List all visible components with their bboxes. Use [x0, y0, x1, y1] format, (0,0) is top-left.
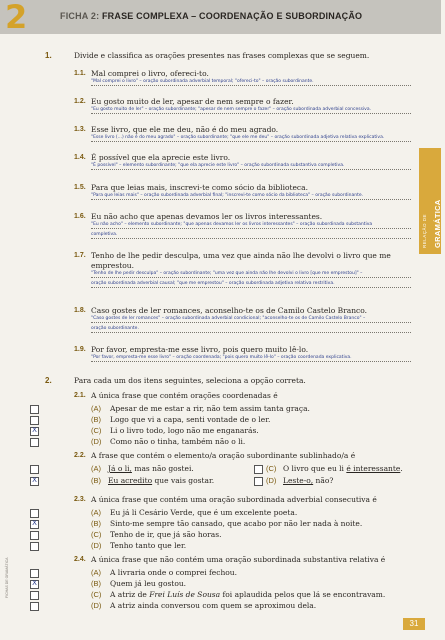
answer-line	[91, 141, 411, 142]
chapter-number: 2	[5, 0, 28, 36]
underlined-element: Já o li,	[108, 464, 132, 473]
credit-text: FICHAS DE GRAMÁTICA	[5, 557, 9, 598]
q2-item-text: A frase que contém o elemento/a oração subordinante sublinhado/a é	[91, 451, 356, 460]
fiche-title: FRASE COMPLEXA – COORDENAÇÃO E SUBORDINAÇÃO	[101, 11, 363, 21]
option-text-part: O livro que eu li	[283, 464, 347, 473]
option-text: Li o livro todo, logo não me enganarás.	[110, 426, 259, 435]
check-mark: X	[32, 426, 37, 434]
q1-item-answer-cont: completiva.	[91, 232, 118, 237]
option-letter: (B)	[91, 579, 101, 588]
q1-item-label: 1.9.	[74, 346, 86, 353]
q2-item-text: A única frase que contém uma oração subordinada adverbial consecutiva é	[91, 495, 377, 504]
fiche-label: FICHA 2:	[60, 11, 100, 21]
q1-item-text: Mal comprei o livro, ofereci-to.	[91, 69, 209, 78]
q1-prompt: Divide e classifica as orações presentes nas frases complexas que se seguem.	[74, 51, 370, 60]
q1-item-answer: "É possível" – elemento subordinante; "que ela aprecie este livro" – oração subordinada substantiva completiva.	[91, 163, 345, 168]
option-text: A atriz ainda conversou com quem se aproximou dela.	[110, 601, 317, 610]
option-letter: (A)	[91, 464, 101, 473]
option-checkbox[interactable]	[30, 438, 39, 447]
option-text-part: A atriz de	[110, 590, 150, 599]
side-tab-text	[422, 199, 445, 248]
q2-item-label: 2.3.	[74, 496, 86, 503]
option-text-part: mas não gostei.	[131, 464, 194, 473]
option-text: Eu já li Cesário Verde, que é um excelente poeta.	[110, 508, 298, 517]
option-letter: (B)	[91, 415, 101, 424]
option-text-part: não?	[313, 476, 334, 485]
option-text: Logo que vi a capa, senti vontade de o ler.	[110, 415, 271, 424]
option-text: Sinto-me sempre tão cansado, que acabo por não ler nada à noite.	[110, 519, 363, 528]
q1-item-answer: "Por favor, empresta-me esse livro" – oração coordenada; "pois quero muito lê-lo" – oração coordenada explicativa.	[91, 355, 352, 360]
option-text	[108, 464, 194, 473]
q2-item-label: 2.1.	[74, 392, 86, 399]
option-letter: (C)	[91, 426, 102, 435]
option-letter: (D)	[266, 476, 277, 485]
answer-line	[91, 238, 411, 239]
option-text-part: que vais gostar.	[152, 476, 215, 485]
option-checkbox[interactable]	[30, 580, 39, 589]
check-mark: X	[32, 519, 37, 527]
option-checkbox[interactable]	[30, 531, 39, 540]
option-letter: (A)	[91, 404, 101, 413]
option-checkbox[interactable]	[30, 465, 39, 474]
option-checkbox[interactable]	[30, 416, 39, 425]
option-letter: (C)	[266, 464, 277, 473]
option-text-part: .	[400, 464, 403, 473]
q1-item-answer-cont: oração subordinante.	[91, 326, 139, 331]
page-header	[0, 0, 441, 34]
option-text: Tenho tanto que ler.	[110, 541, 187, 550]
q1-item-label: 1.3.	[74, 126, 86, 133]
q2-item-label: 2.2.	[74, 452, 86, 459]
side-tab-big: GRAMÁTICA	[433, 199, 442, 248]
option-text	[283, 476, 333, 485]
option-checkbox[interactable]	[30, 542, 39, 551]
q1-item-label: 1.8.	[74, 307, 86, 314]
option-text: Tenho de ir, que já são horas.	[110, 530, 222, 539]
option-letter: (D)	[91, 601, 102, 610]
option-text	[283, 464, 403, 473]
q1-item-label: 1.4.	[74, 154, 86, 161]
answer-line	[91, 228, 411, 229]
q1-item-text: Caso gostes de ler romances, aconselho-te os de Camilo Castelo Branco.	[91, 306, 367, 315]
q1-item-text: Para que leias mais, inscrevi-te como sócio da biblioteca.	[91, 183, 308, 192]
q1-item-answer: "Para que leias mais" – oração subordinada adverbial final; "inscrevi-te como sócio da biblioteca" – oração subordinante.	[91, 193, 364, 198]
option-letter: (B)	[91, 476, 101, 485]
option-letter: (B)	[91, 519, 101, 528]
italic-title: Frei Luís de Sousa	[149, 590, 221, 599]
q2-item-text: A única frase que não contém uma oração subordinada substantiva relativa é	[91, 555, 386, 564]
answer-line	[91, 361, 411, 362]
q1-item-answer: "Mal comprei o livro" – oração subordinada adverbial temporal; "ofereci-to" – oração subordinante.	[91, 79, 314, 84]
answer-line	[91, 113, 411, 114]
option-checkbox[interactable]	[254, 465, 263, 474]
option-letter: (D)	[91, 437, 102, 446]
q1-item-text: Tenho de lhe pedir desculpa, uma vez que ainda não lhe devolvi o livro que me	[91, 251, 391, 260]
q2-prompt: Para cada um dos itens seguintes, seleciona a opção correta.	[74, 376, 306, 385]
option-checkbox[interactable]	[254, 477, 263, 486]
q2-item-text: A única frase que contém orações coordenadas é	[91, 391, 278, 400]
option-checkbox[interactable]	[30, 427, 39, 436]
q1-item-answer: "Eu gosto muito de ler" – oração subordinante; "apesar de nem sempre o fazer" – oração subordinada adverbial concessiva.	[91, 107, 372, 112]
q1-item-answer: "Caso gostes de ler romances" – oração subordinada adverbial condicional; "aconselho-te os de Camilo Castelo Branco" –	[91, 316, 366, 321]
option-checkbox[interactable]	[30, 569, 39, 578]
option-checkbox[interactable]	[30, 405, 39, 414]
option-text	[108, 476, 214, 485]
option-checkbox[interactable]	[30, 591, 39, 600]
underlined-element: Eu acredito	[108, 476, 153, 485]
q1-item-text: É possível que ela aprecie este livro.	[91, 153, 231, 162]
side-tab-small: RELAÇÃO DE	[422, 213, 427, 248]
answer-line	[91, 287, 411, 288]
option-letter: (D)	[91, 541, 102, 550]
page-number: 31	[403, 618, 425, 630]
answer-line	[91, 277, 411, 278]
option-letter: (C)	[91, 590, 102, 599]
q1-number: 1.	[45, 51, 52, 60]
option-checkbox[interactable]	[30, 477, 39, 486]
option-text: A livraria onde o comprei fechou.	[110, 568, 238, 577]
option-letter: (A)	[91, 508, 101, 517]
answer-line	[91, 322, 411, 323]
option-text-part: foi aplaudida pelos que lá se encontravam.	[220, 590, 386, 599]
underlined-element: Leste-o,	[283, 476, 314, 485]
q1-item-answer-cont: oração subordinada adverbial causal; "que me emprestou" – oração subordinada adjetiva relativa restritiva.	[91, 281, 335, 286]
q1-item-text: Eu gosto muito de ler, apesar de nem sempre o fazer.	[91, 97, 294, 106]
q1-item-label: 1.5.	[74, 184, 86, 191]
underlined-element: é interessante	[346, 464, 401, 473]
answer-line	[91, 199, 411, 200]
q2-number: 2.	[45, 376, 52, 385]
q1-item-label: 1.2.	[74, 98, 86, 105]
side-tab	[419, 148, 441, 254]
answer-line	[91, 85, 411, 86]
option-checkbox[interactable]	[30, 602, 39, 611]
page-title	[60, 11, 362, 21]
q1-item-label: 1.7.	[74, 252, 86, 259]
q1-item-text: Eu não acho que apenas devamos ler os livros interessantes.	[91, 212, 323, 221]
q1-item-label: 1.1.	[74, 70, 86, 77]
q1-item-text: Esse livro, que ele me deu, não é do meu agrado.	[91, 125, 279, 134]
option-text: Apesar de me estar a rir, não tem assim tanta graça.	[110, 404, 310, 413]
option-letter: (A)	[91, 568, 101, 577]
q1-item-text-cont: emprestou.	[91, 261, 134, 270]
q2-item-label: 2.4.	[74, 556, 86, 563]
option-checkbox[interactable]	[30, 509, 39, 518]
q1-item-answer: "Esse livro (...) não é do meu agrado" – oração subordinante; "que ele me deu" – oração subordinada adjetiva relativa explicativa.	[91, 135, 385, 140]
answer-line	[91, 169, 411, 170]
q1-item-text: Por favor, empresta-me esse livro, pois quero muito lê-lo.	[91, 345, 309, 354]
option-text	[110, 590, 385, 599]
answer-line	[91, 332, 411, 333]
option-checkbox[interactable]	[30, 520, 39, 529]
check-mark: X	[32, 476, 37, 484]
q1-item-answer: "Eu não acho" – elemento subordinante; "que apenas devamos ler os livros interessantes" – oração subordinada substantiva	[91, 222, 373, 227]
option-letter: (C)	[91, 530, 102, 539]
q1-item-label: 1.6.	[74, 213, 86, 220]
q1-item-answer: "Tenho de lhe pedir desculpa" – oração subordinante; "uma vez que ainda não lhe devolvi o livro [que me emprestou]" –	[91, 271, 363, 276]
check-mark: X	[32, 579, 37, 587]
option-text: Quem já leu gostou.	[110, 579, 187, 588]
option-text: Como não o tinha, também não o li.	[110, 437, 246, 446]
